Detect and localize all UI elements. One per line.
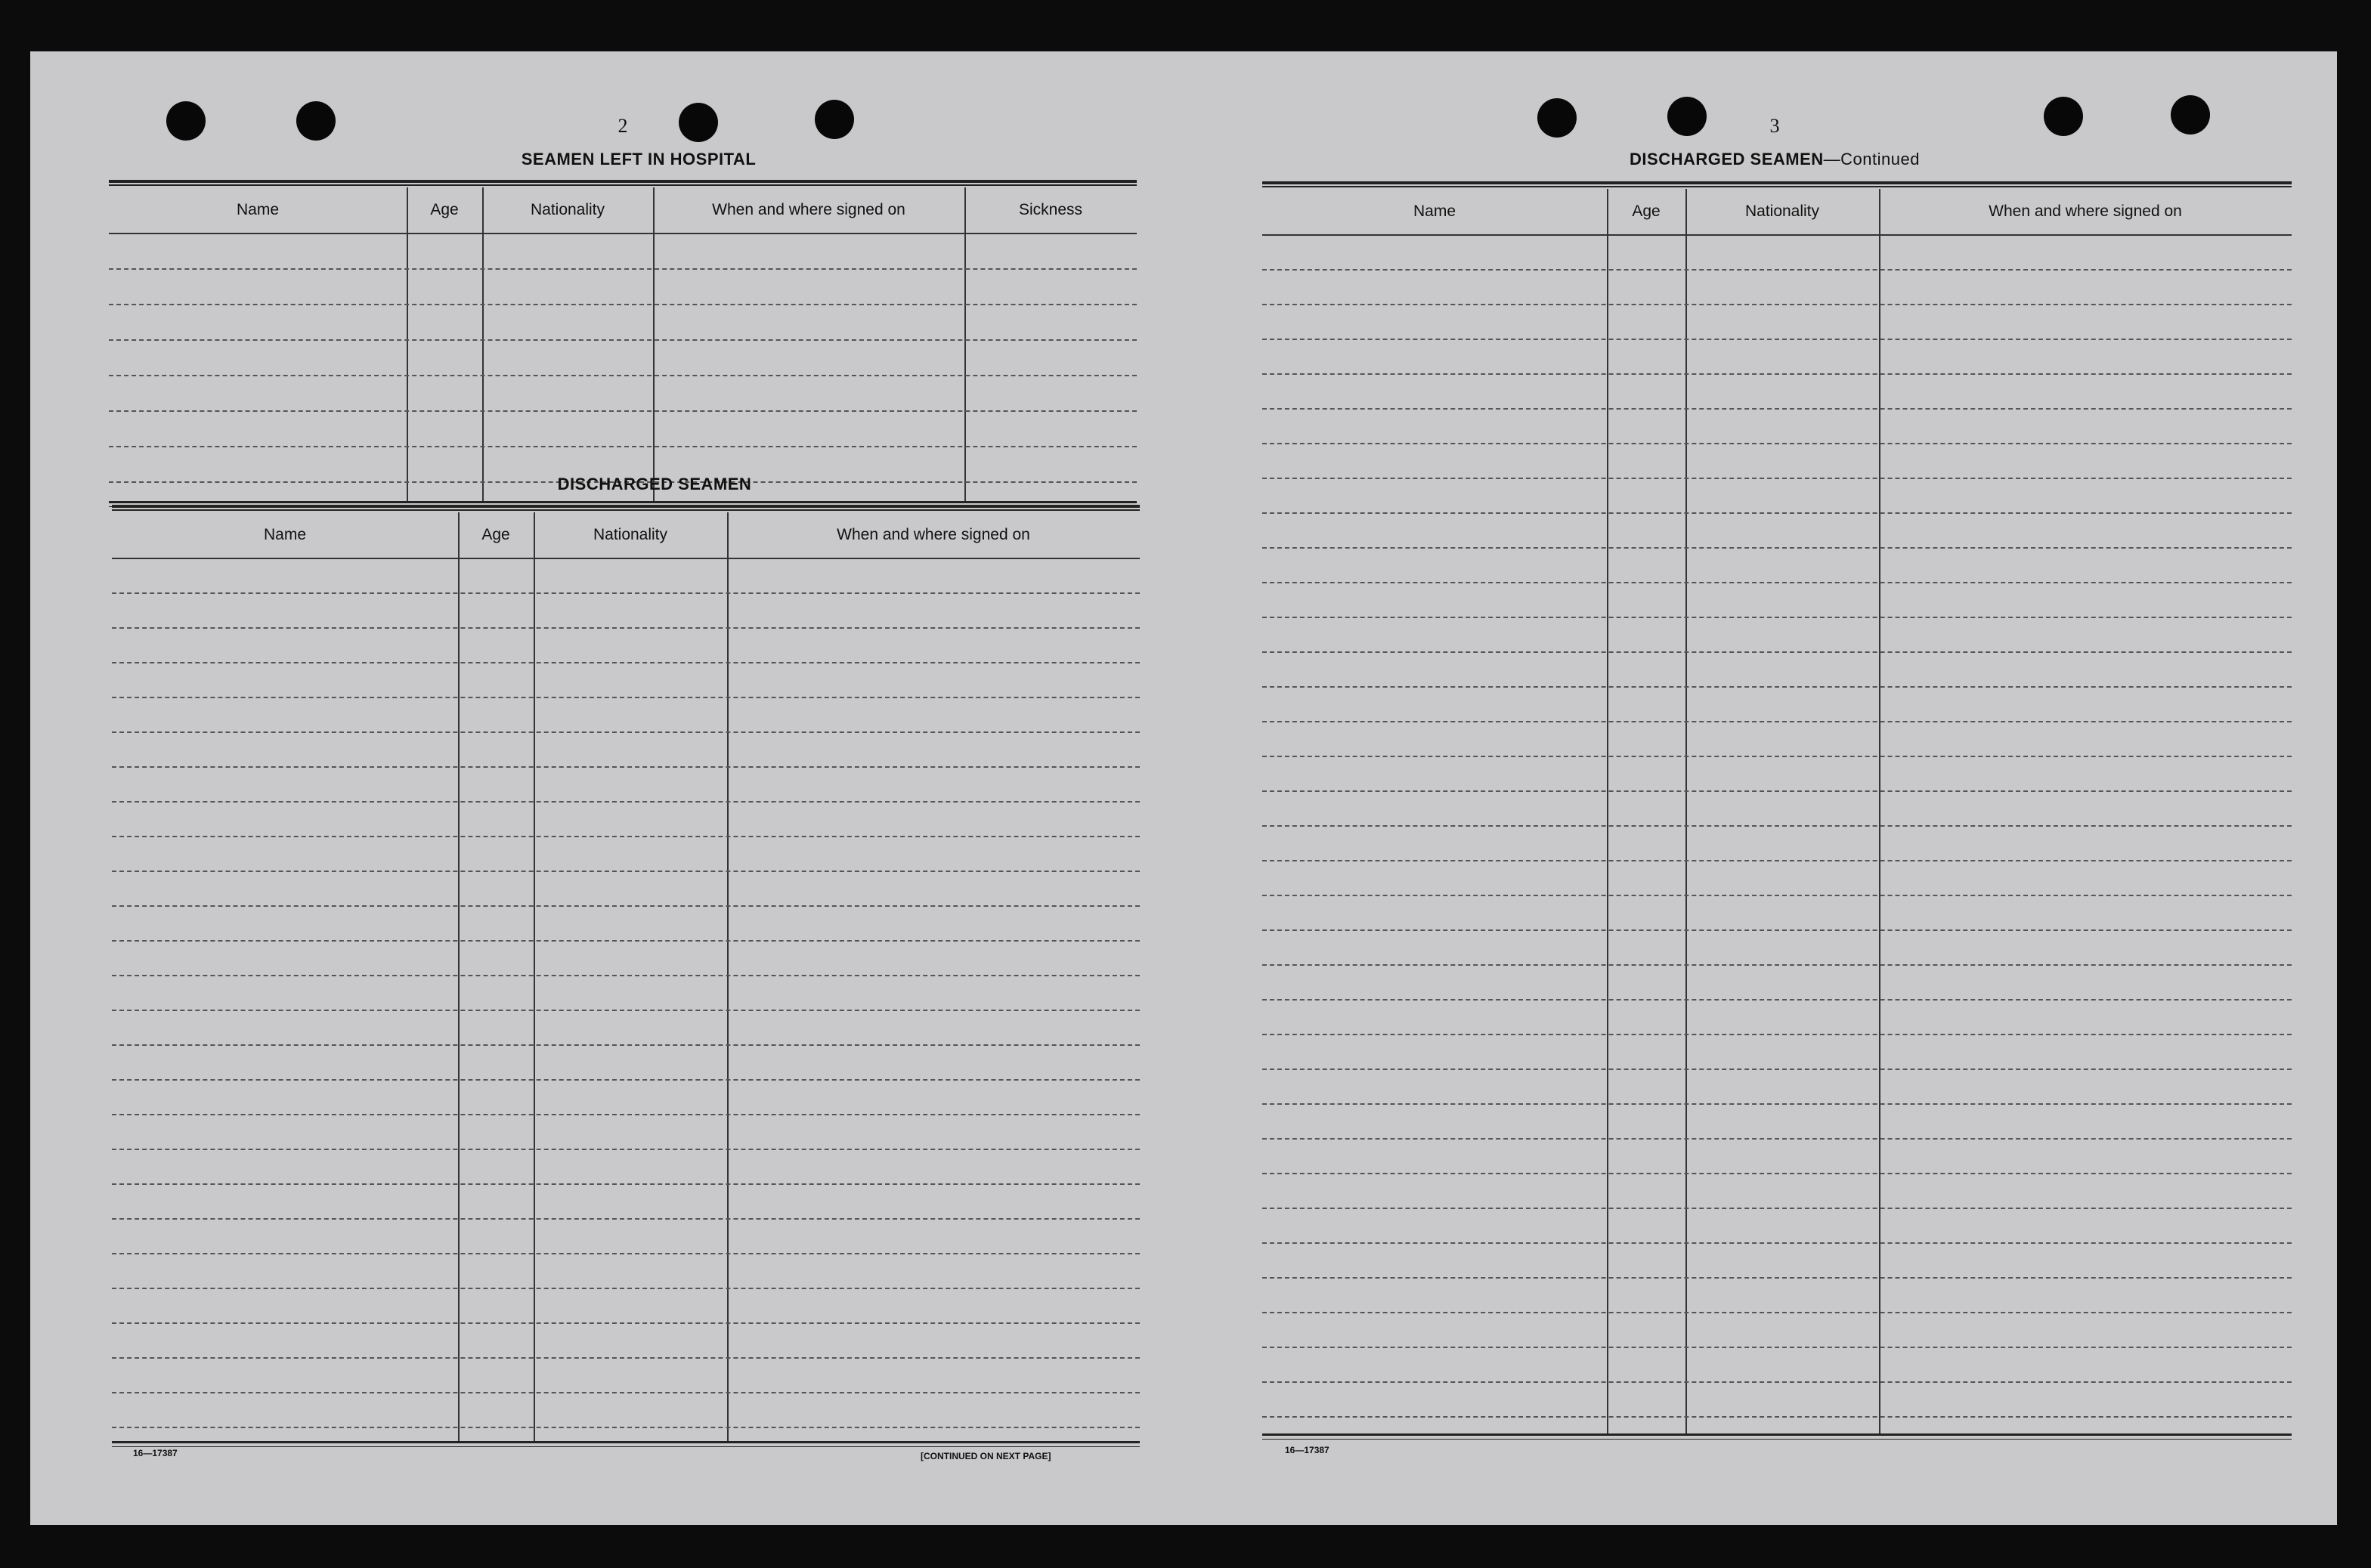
table-row — [112, 1427, 1140, 1428]
table-row — [1262, 582, 2292, 583]
table-row — [1262, 339, 2292, 340]
table-row — [112, 940, 1140, 942]
table-row — [1262, 1103, 2292, 1105]
column-header-name: Name — [236, 201, 280, 218]
table-row — [1262, 790, 2292, 792]
column-header-nationality: Nationality — [1744, 203, 1820, 220]
discharged-table-header — [112, 512, 1140, 559]
table-row — [112, 1079, 1140, 1081]
form-number-left: 16—17387 — [133, 1448, 178, 1458]
table-row — [109, 339, 1137, 341]
table-row — [112, 1253, 1140, 1254]
table-row — [112, 592, 1140, 594]
table-row — [1262, 1173, 2292, 1174]
table-row — [1262, 617, 2292, 618]
table-row — [1262, 686, 2292, 688]
table-row — [112, 905, 1140, 907]
discharged-continued-title-main: DISCHARGED SEAMEN — [1630, 150, 1824, 169]
table-row — [1262, 756, 2292, 757]
column-header-name: Name — [1413, 203, 1456, 220]
table-row — [1262, 408, 2292, 410]
discharged-section-title: DISCHARGED SEAMEN — [557, 475, 752, 493]
table-row — [112, 766, 1140, 768]
continued-note: [CONTINUED ON NEXT PAGE] — [921, 1451, 1051, 1461]
column-header-signed-on: When and where signed on — [1989, 203, 2182, 220]
table-row — [112, 1010, 1140, 1011]
punch-hole — [1537, 98, 1577, 138]
table-row — [112, 697, 1140, 698]
discharged-continued-table-header — [1262, 189, 2292, 236]
punch-hole — [815, 100, 854, 139]
table-row — [109, 375, 1137, 376]
table-row — [112, 1392, 1140, 1393]
table-row — [112, 1183, 1140, 1185]
table-row — [1262, 269, 2292, 271]
table-row — [112, 871, 1140, 872]
table-row — [112, 836, 1140, 837]
table-row — [1262, 964, 2292, 966]
punch-hole — [1667, 97, 1707, 136]
table-row — [109, 304, 1137, 305]
discharged-continued-title-suffix: —Continued — [1823, 150, 1920, 169]
discharged-continued-title — [1548, 150, 2001, 169]
table-row — [112, 1288, 1140, 1289]
table-row — [109, 410, 1137, 412]
column-header-age: Age — [481, 526, 510, 543]
table-row — [1262, 512, 2292, 514]
table-row — [109, 268, 1137, 270]
table-row — [1262, 1277, 2292, 1279]
table-row — [112, 1114, 1140, 1115]
table-row — [1262, 721, 2292, 722]
punch-hole — [296, 101, 336, 141]
punch-hole — [2044, 97, 2083, 136]
punch-hole — [679, 103, 718, 142]
table-row — [112, 1218, 1140, 1220]
table-row — [1262, 1312, 2292, 1313]
table-row — [112, 1322, 1140, 1324]
table-row — [1262, 1242, 2292, 1244]
document-sheet — [30, 51, 2337, 1525]
table-row — [1262, 1347, 2292, 1348]
table-row — [112, 1357, 1140, 1359]
table-row — [1262, 1416, 2292, 1418]
table-row — [1262, 373, 2292, 375]
column-header-name: Name — [263, 526, 307, 543]
table-row — [1262, 1208, 2292, 1209]
table-row — [1262, 651, 2292, 653]
table-row — [1262, 478, 2292, 479]
discharged-table — [112, 505, 1140, 1443]
table-row — [1262, 929, 2292, 931]
table-row — [1262, 304, 2292, 305]
table-row — [112, 801, 1140, 803]
form-number-right: 16—17387 — [1285, 1445, 1329, 1455]
hospital-table-header — [109, 187, 1137, 234]
table-row — [1262, 1381, 2292, 1383]
table-row — [1262, 547, 2292, 549]
table-row — [112, 975, 1140, 976]
column-header-age: Age — [430, 201, 459, 218]
hospital-table — [109, 180, 1137, 503]
table-row — [1262, 1034, 2292, 1035]
column-header-nationality: Nationality — [593, 526, 668, 543]
punch-hole — [2171, 95, 2210, 135]
column-header-signed-on: When and where signed on — [712, 201, 905, 218]
table-row — [1262, 1069, 2292, 1070]
table-row — [112, 731, 1140, 733]
table-row — [1262, 443, 2292, 444]
column-header-age: Age — [1632, 203, 1661, 220]
table-row — [1262, 825, 2292, 827]
page-number-right: 3 — [1769, 115, 1780, 137]
table-row — [1262, 999, 2292, 1000]
table-row — [1262, 1138, 2292, 1140]
table-row — [112, 662, 1140, 663]
page-number-left: 2 — [618, 115, 628, 137]
discharged-continued-table — [1262, 181, 2292, 1436]
table-row — [109, 446, 1137, 447]
table-row — [112, 627, 1140, 629]
table-row — [1262, 895, 2292, 896]
table-row — [112, 1149, 1140, 1150]
punch-hole — [166, 101, 206, 141]
table-row — [112, 1044, 1140, 1046]
column-header-nationality: Nationality — [530, 201, 605, 218]
table-row — [1262, 860, 2292, 861]
column-header-signed-on: When and where signed on — [837, 526, 1030, 543]
column-header-sickness: Sickness — [1018, 201, 1083, 218]
hospital-section-title: SEAMEN LEFT IN HOSPITAL — [521, 150, 757, 169]
